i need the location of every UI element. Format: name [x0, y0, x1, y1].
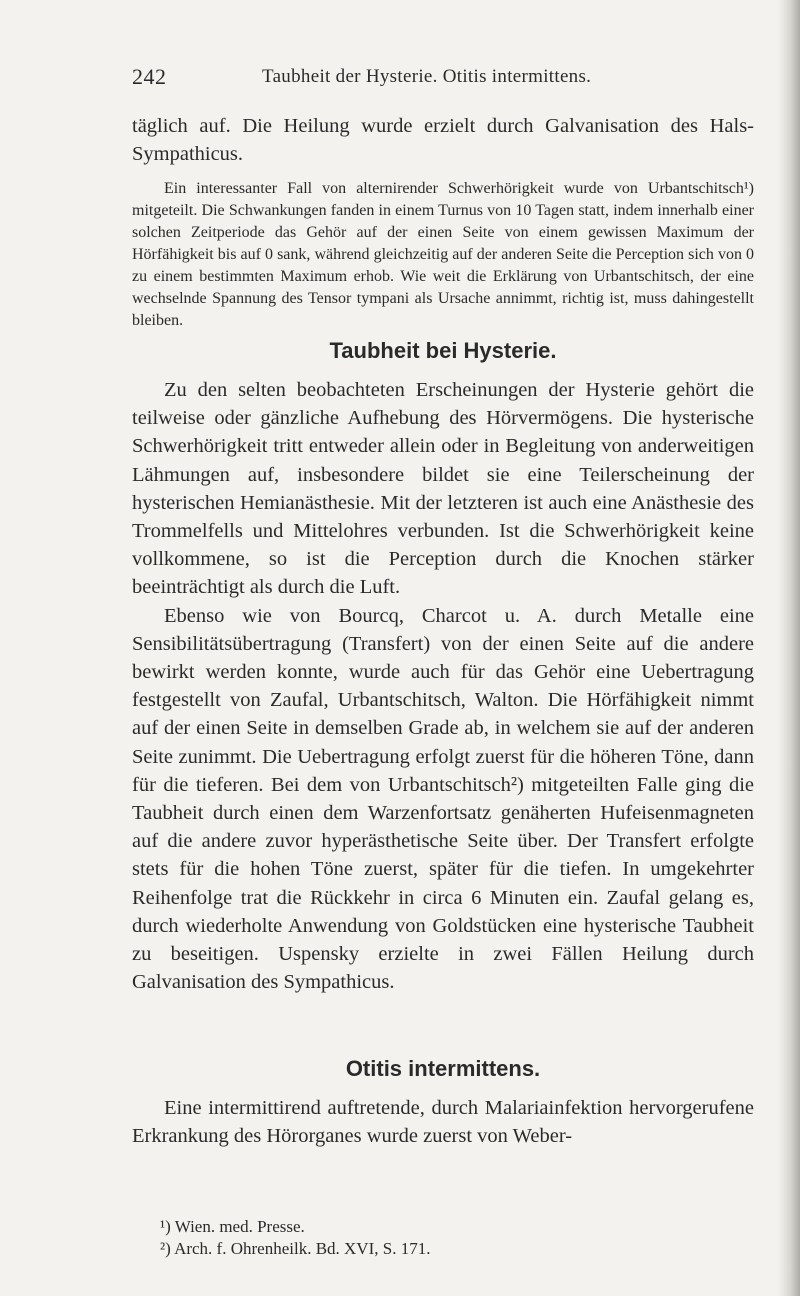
small-text-block: [132, 178, 754, 332]
intro-paragraph: täglich auf. Die Heilung wurde erzielt durch Galvanisation des Hals-Sympathicus.: [132, 115, 754, 166]
intro-text-block: [132, 112, 754, 168]
otitis-body: [132, 1094, 754, 1150]
heading-otitis-intermittens: Otitis intermittens.: [345, 1056, 541, 1081]
page-edge-shadow: [778, 0, 800, 1296]
paragraph-2: Ebenso wie von Bourcq, Charcot u. A. durch Metalle eine Sensibilitätsübertragung (Transfert) von der einen Seite auf die andere bewirkt werden konnte, wurde auch für das Gehör eine Uebertragung festgestellt von Zaufal, Urbantschitsch, Walton. Die Hörfähigkeit nimmt auf der einen Seite in demselben Grade ab, in welchem sie auf der anderen Seite zunimmt. Die Uebertragung erfolgt zuerst für die höheren Töne, dann für die tieferen. Bei dem von Urbantschitsch²) mitgeteilten Falle ging die Taubheit durch einen dem Warzenfortsatz genäherten Hufeisenmagneten auf die andere zuvor hyperästhetische Seite über. Der Transfert erfolgte stets für die hohen Töne zuerst, später für die tiefen. In umgekehrter Reihenfolge trat die Rückkehr in circa 6 Minuten ein. Zaufal gelang es, durch wiederholte Anwendung von Goldstücken eine hysterische Taubheit zu beseitigen. Uspensky erzielte in zwei Fällen Heilung durch Galvanisation des Sympathicus.: [132, 604, 754, 994]
page-header: [132, 64, 752, 94]
heading-taubheit-bei-hysterie: Taubheit bei Hysterie.: [329, 338, 557, 363]
section-heading-otitis: [132, 1056, 754, 1082]
running-title: Taubheit der Hysterie. Otitis intermittens.: [262, 66, 592, 87]
footnotes: [160, 1216, 720, 1260]
footnote-1: ¹) Wien. med. Presse.: [160, 1217, 305, 1236]
hysterie-body: [132, 376, 754, 996]
section-heading-hysterie: [132, 338, 754, 364]
paragraph-1: Zu den selten beobachteten Erscheinungen der Hysterie gehört die teilweise oder gänzliche Aufhebung des Hörvermögens. Die hysterische Schwerhörigkeit tritt entweder allein oder in Begleitung von anderweitigen Lähmungen auf, insbesondere bildet sie eine Teilerscheinung der hysterischen Hemianästhesie. Mit der letzteren ist auch eine Anästhesie des Trommelfells und Mittelohres verbunden. Ist die Schwerhörigkeit keine vollkommene, so ist die Perception durch die Knochen stärker beeinträchtigt als durch die Luft.: [132, 379, 754, 599]
paragraph-3: Eine intermittirend auftretende, durch Malariainfektion hervorgerufene Erkrankung des Hörorganes wurde zuerst von Weber-: [132, 1097, 754, 1148]
footnote-2: ²) Arch. f. Ohrenheilk. Bd. XVI, S. 171.: [160, 1239, 431, 1258]
page-number: 242: [132, 64, 167, 89]
small-paragraph: Ein interessanter Fall von alternirender Schwerhörigkeit wurde von Urbantschitsch¹) mitgeteilt. Die Schwankungen fanden in einem Turnus von 10 Tagen statt, indem innerhalb einer solchen Zeitperiode das Gehör auf der einen Seite von einem gewissen Maximum der Hörfähigkeit bis auf 0 sank, während gleichzeitig auf der anderen Seite die Perception sich von 0 zu einem bestimmten Maximum erhob. Wie weit die Erklärung von Urbantschitsch, der eine wechselnde Spannung des Tensor tympani als Ursache annimmt, richtig ist, muss dahingestellt bleiben.: [132, 180, 754, 329]
